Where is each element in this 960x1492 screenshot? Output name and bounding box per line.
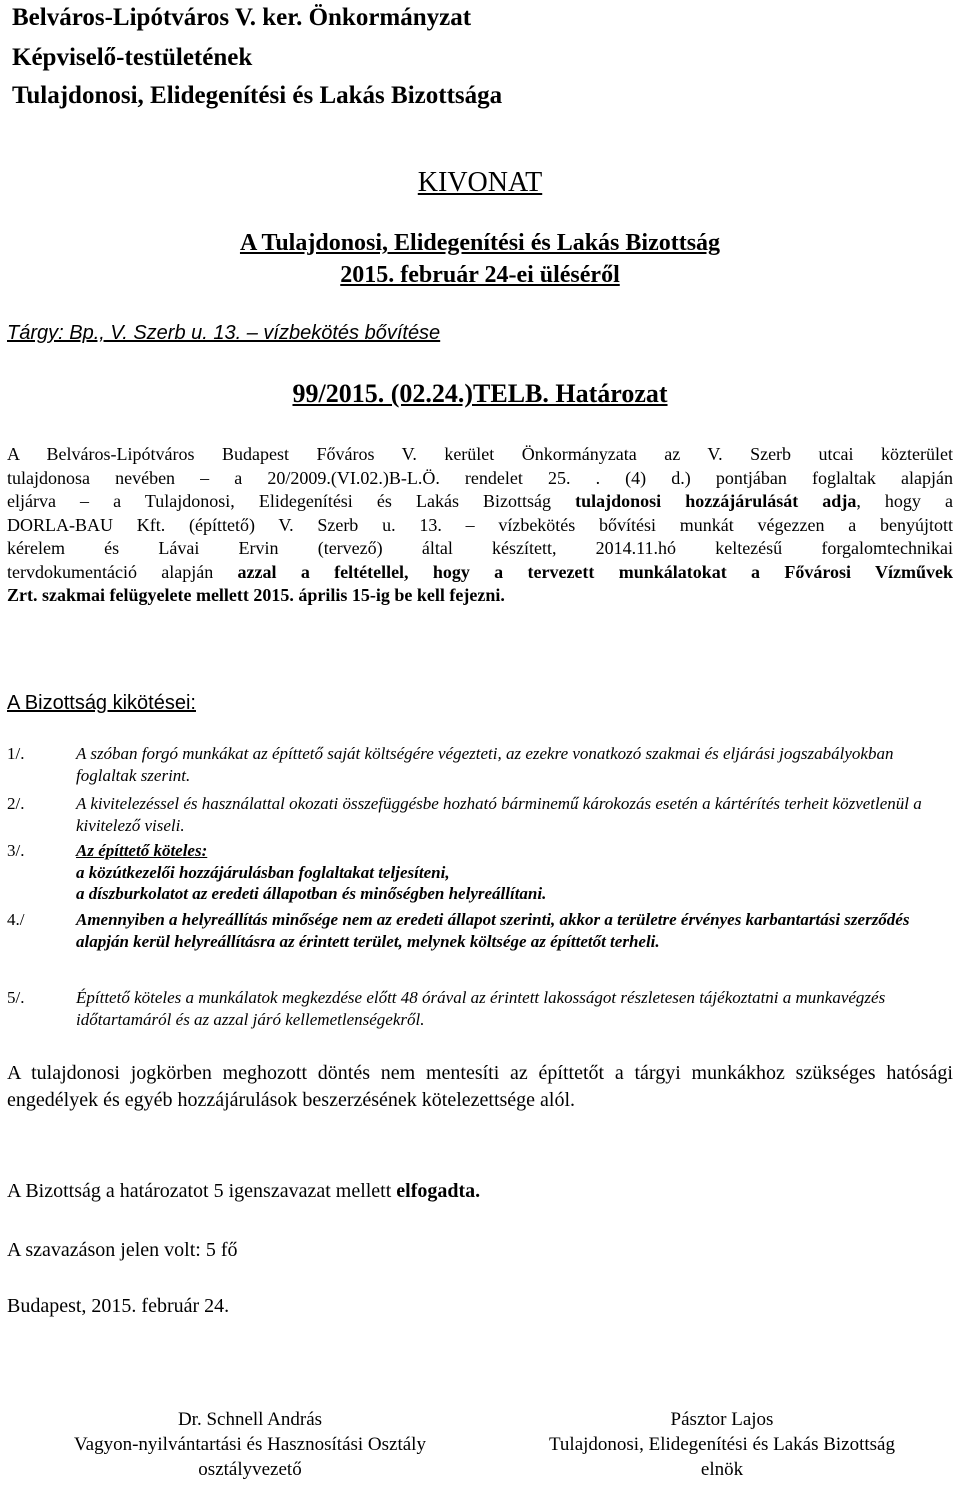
condition-number: 4./ <box>7 910 25 929</box>
condition-text: A szóban forgó munkákat az építtető saját költségére végezteti, az ezekre vonatkozó szakmai és eljárási jogszabályokban foglaltak szerint. <box>76 744 894 785</box>
signer-name: Dr. Schnell András <box>177 1409 323 1430</box>
signer-name: Pásztor Lajos <box>670 1409 774 1430</box>
condition-item <box>7 909 953 952</box>
condition-text: a díszburkolatot az eredeti állapotban és minőségben helyreállítani. <box>76 884 547 903</box>
signer-unit: Vagyon-nyilvántartási és Hasznosítási Osztály <box>74 1434 426 1455</box>
date-line: Budapest, 2015. február 24. <box>7 1295 230 1317</box>
header-body: Képviselő-testületének <box>12 44 253 71</box>
condition-number: 1/. <box>7 744 25 763</box>
signer-role: osztályvezető <box>198 1459 302 1480</box>
vote-result: elfogadta. <box>396 1180 481 1202</box>
resolution-line: tervdokumentáció alapján azzal a feltétellel, hogy a tervezett munkálatokat a Fővárosi Vízművek <box>7 561 953 582</box>
consent-phrase: tulajdonosi hozzájárulását adja <box>575 491 857 511</box>
resolution-line: kérelem és Lávai Ervin (tervező) által készített, 2014.11.hó keltezésű forgalomtechnikai <box>7 538 953 558</box>
resolution-line: A Belváros-Lipótváros Budapest Főváros V. kerület Önkormányzata az V. Szerb utcai közterület <box>7 444 953 464</box>
condition-number: 2/. <box>7 794 25 813</box>
condition-text: a közútkezelői hozzájárulásban foglaltakat teljesíteni, <box>76 862 450 882</box>
resolution-line: DORLA-BAU Kft. (építtető) V. Szerb u. 13. – vízbekötés bővítési munkát végezzen a benyújtott <box>7 514 953 535</box>
exemption-paragraph: A tulajdonosi jogkörben meghozott döntés nem mentesíti az építtetőt a tárgyi munkákhoz szükséges hatósági engedélyek és egyéb hozzájárulások beszerzésének kötelezettsége alól. <box>7 1062 953 1111</box>
condition-number: 5/. <box>7 988 25 1007</box>
condition-text: Építtető köteles a munkálatok megkezdése előtt 48 órával az érintett lakosságot részletesen tájékoztatni a munkavégzés időtartamáról és az azzal járó kellemetlenségekről. <box>76 988 886 1029</box>
condition-item <box>7 987 953 1030</box>
condition-item <box>7 840 953 905</box>
subject-line: Tárgy: Bp., V. Szerb u. 13. – vízbekötés bővítése <box>7 322 441 344</box>
condition-text: Az építtető köteles: <box>76 841 208 860</box>
header-committee: Tulajdonosi, Elidegenítési és Lakás Bizottsága <box>12 82 503 109</box>
document-title: KIVONAT <box>417 167 543 198</box>
resolution-line: eljárva – a Tulajdonosi, Elidegenítési és Lakás Bizottság tulajdonosi hozzájárulását adja, hogy a <box>7 491 953 511</box>
conditions-heading: A Bizottság kikötései: <box>7 692 196 714</box>
resolution-paragraph <box>7 443 953 608</box>
condition-phrase: azzal a feltétellel, hogy a tervezett munkálatokat a Fővárosi Vízművek <box>237 561 953 582</box>
attendance-line: A szavazáson jelen volt: 5 fő <box>7 1239 238 1261</box>
resolution-number: 99/2015. (02.24.)TELB. Határozat <box>292 379 668 408</box>
resolution-line: Zrt. szakmai felügyelete mellett 2015. április 15-ig be kell fejezni. <box>7 585 505 605</box>
condition-item <box>7 793 953 836</box>
signer-role: elnök <box>700 1459 744 1480</box>
resolution-line: tulajdonosa nevében – a 20/2009.(VI.02.)B-L.Ö. rendelet 25. . (4) d.) pontjában foglaltak alapján <box>7 467 953 488</box>
condition-text: Amennyiben a helyreállítás minősége nem az eredeti állapot szerinti, akkor a területre érvényes karbantartási szerződés alapján kerül helyreállításra az érintett terület, melynek költsége az építtetőt terheli. <box>76 910 910 951</box>
vote-line: A Bizottság a határozatot 5 igenszavazat mellett elfogadta. <box>7 1180 481 1202</box>
meeting-date: 2015. február 24-ei üléséről <box>340 262 620 288</box>
condition-text: A kivitelezéssel és használattal okozati összefüggésbe hozható bárminemű károkozás esetén a kártérítés terheit közvetlenül a kivitelező viseli. <box>76 794 922 835</box>
condition-item <box>7 743 953 786</box>
header-municipality: Belváros-Lipótváros V. ker. Önkormányzat <box>12 4 472 31</box>
signer-unit: Tulajdonosi, Elidegenítési és Lakás Bizottság <box>548 1434 895 1455</box>
condition-number: 3/. <box>7 841 25 860</box>
committee-name: A Tulajdonosi, Elidegenítési és Lakás Bizottság <box>239 230 721 256</box>
signature-left <box>0 1407 500 1482</box>
signature-right <box>484 1407 960 1482</box>
